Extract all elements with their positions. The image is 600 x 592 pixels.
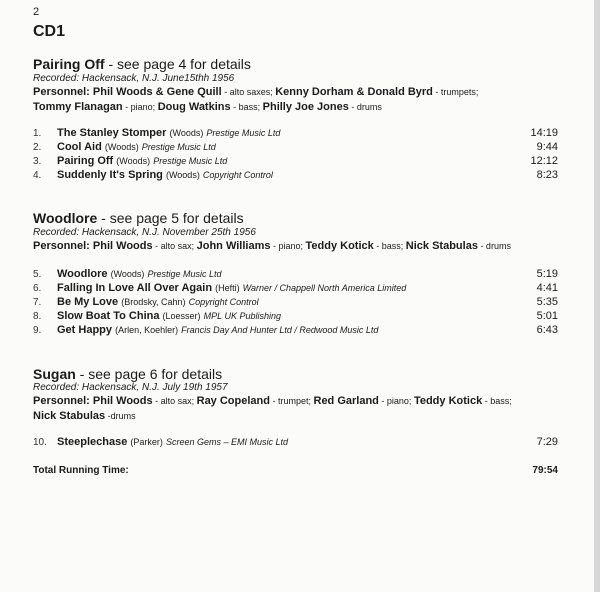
track-duration: 5:19	[536, 268, 558, 280]
musician-name: Nick Stabulas	[405, 240, 478, 252]
track-publisher: Prestige Music Ltd	[147, 269, 222, 279]
section-title-sugan	[33, 366, 222, 382]
musician-name: Nick Stabulas	[33, 410, 106, 422]
track-title: Get Happy	[57, 324, 113, 336]
musician-role: - piano;	[122, 102, 158, 112]
section-see-note: - see page 4 for details	[104, 56, 251, 72]
track-composer: (Parker)	[130, 437, 163, 447]
track-number: 3.	[33, 156, 42, 167]
musician-name: Philly Joe Jones	[262, 101, 349, 113]
track-number: 10.	[33, 437, 47, 448]
track-publisher: Warner / Chappell North America Limited	[242, 283, 407, 293]
track-row	[33, 436, 558, 450]
personnel-block	[33, 239, 573, 254]
musician-role: - alto saxes;	[221, 87, 276, 97]
track-duration: 12:12	[530, 155, 558, 167]
track-publisher: Copyright Control	[188, 297, 259, 307]
track-title: Steeplechase	[57, 436, 128, 448]
disc-heading: CD1	[33, 23, 66, 40]
section-title-text: Woodlore	[33, 210, 98, 226]
track-composer: (Arlen, Koehler)	[115, 325, 179, 335]
musician-role: - drums	[477, 241, 511, 251]
musician-name: Phil Woods & Gene Quill	[92, 86, 222, 98]
section-see-note: - see page 6 for details	[75, 366, 223, 382]
track-row	[33, 155, 558, 169]
personnel-label: Personnel:	[33, 86, 90, 98]
track-publisher: MPL UK Publishing	[203, 311, 281, 321]
personnel-block	[33, 85, 573, 115]
track-duration: 9:44	[536, 141, 558, 153]
musician-role: - alto sax;	[152, 241, 197, 251]
page-number: 2	[33, 6, 40, 18]
personnel-label: Personnel:	[33, 240, 90, 252]
musician-name: Phil Woods	[92, 395, 153, 407]
track-row	[33, 324, 558, 338]
personnel-block	[33, 394, 573, 424]
musician-role: - trumpets;	[432, 87, 479, 97]
track-title: Falling In Love All Over Again	[57, 282, 213, 294]
track-duration: 4:41	[536, 282, 558, 294]
track-title: The Stanley Stomper	[57, 127, 167, 139]
musician-name: Teddy Kotick	[413, 395, 483, 407]
track-title: Cool Aid	[57, 141, 102, 153]
musician-name: Ray Copeland	[196, 395, 270, 407]
track-publisher: Screen Gems – EMI Music Ltd	[165, 437, 289, 447]
musician-role: - piano;	[270, 241, 306, 251]
track-number: 4.	[33, 170, 42, 181]
musician-role: - bass;	[482, 396, 512, 406]
track-title: Be My Love	[57, 296, 119, 308]
track-duration: 8:23	[536, 169, 558, 181]
track-duration: 5:01	[536, 310, 558, 322]
track-composer: (Brodsky, Cahn)	[121, 297, 186, 307]
total-running-time	[33, 465, 558, 476]
track-publisher: Prestige Music Ltd	[153, 156, 228, 166]
musician-role: - bass;	[230, 102, 263, 112]
track-duration: 5:35	[536, 296, 558, 308]
personnel-label: Personnel:	[33, 395, 90, 407]
track-composer: (Woods)	[104, 142, 139, 152]
musician-role: -drums	[105, 411, 136, 421]
recorded-line: Recorded: Hackensack, N.J. November 25th 1956	[33, 227, 256, 238]
track-row	[33, 268, 558, 282]
section-see-note: - see page 5 for details	[97, 210, 244, 226]
musician-role: - piano;	[378, 396, 414, 406]
musician-role: - alto sax;	[152, 396, 197, 406]
track-title: Pairing Off	[57, 155, 114, 167]
track-title: Woodlore	[57, 268, 108, 280]
musician-name: Tommy Flanagan	[33, 101, 123, 113]
musician-role: - trumpet;	[269, 396, 314, 406]
track-composer: (Woods)	[110, 269, 145, 279]
section-title-woodlore	[33, 210, 244, 226]
track-row	[33, 141, 558, 155]
total-label: Total Running Time:	[33, 465, 129, 476]
track-composer: (Loesser)	[162, 311, 201, 321]
track-composer: (Hefti)	[215, 283, 240, 293]
track-row	[33, 310, 558, 324]
musician-name: Teddy Kotick	[305, 240, 374, 252]
track-number: 2.	[33, 142, 42, 153]
recorded-line: Recorded: Hackensack, N.J. June15thh 1956	[33, 73, 235, 84]
track-publisher: Copyright Control	[202, 170, 273, 180]
track-composer: (Woods)	[169, 128, 204, 138]
track-number: 8.	[33, 311, 42, 322]
track-number: 6.	[33, 283, 42, 294]
section-title-text: Sugan	[33, 366, 76, 382]
track-duration: 6:43	[536, 324, 558, 336]
track-number: 5.	[33, 269, 42, 280]
musician-name: Doug Watkins	[157, 101, 231, 113]
track-composer: (Woods)	[116, 156, 151, 166]
track-number: 7.	[33, 297, 42, 308]
track-number: 9.	[33, 325, 42, 336]
musician-name: Red Garland	[313, 395, 379, 407]
track-row	[33, 169, 558, 183]
track-number: 1.	[33, 128, 42, 139]
track-publisher: Prestige Music Ltd	[206, 128, 281, 138]
track-row	[33, 282, 558, 296]
musician-role: - drums	[348, 102, 382, 112]
track-title: Slow Boat To China	[57, 310, 160, 322]
track-row	[33, 296, 558, 310]
track-duration: 7:29	[536, 436, 558, 448]
track-publisher: Francis Day And Hunter Ltd / Redwood Music Ltd	[181, 325, 379, 335]
musician-name: Kenny Dorham & Donald Byrd	[275, 86, 433, 98]
musician-name: Phil Woods	[92, 240, 153, 252]
track-publisher: Prestige Music Ltd	[141, 142, 216, 152]
total-value: 79:54	[532, 465, 558, 476]
musician-role: - bass;	[373, 241, 406, 251]
track-duration: 14:19	[530, 127, 558, 139]
track-row	[33, 127, 558, 141]
page-edge-shadow	[594, 0, 600, 592]
section-title-text: Pairing Off	[33, 56, 105, 72]
track-title: Suddenly It's Spring	[57, 169, 163, 181]
track-composer: (Woods)	[165, 170, 200, 180]
recorded-line: Recorded: Hackensack, N.J. July 19th 1957	[33, 382, 228, 393]
section-title-pairing-off	[33, 56, 251, 72]
musician-name: John Williams	[196, 240, 271, 252]
